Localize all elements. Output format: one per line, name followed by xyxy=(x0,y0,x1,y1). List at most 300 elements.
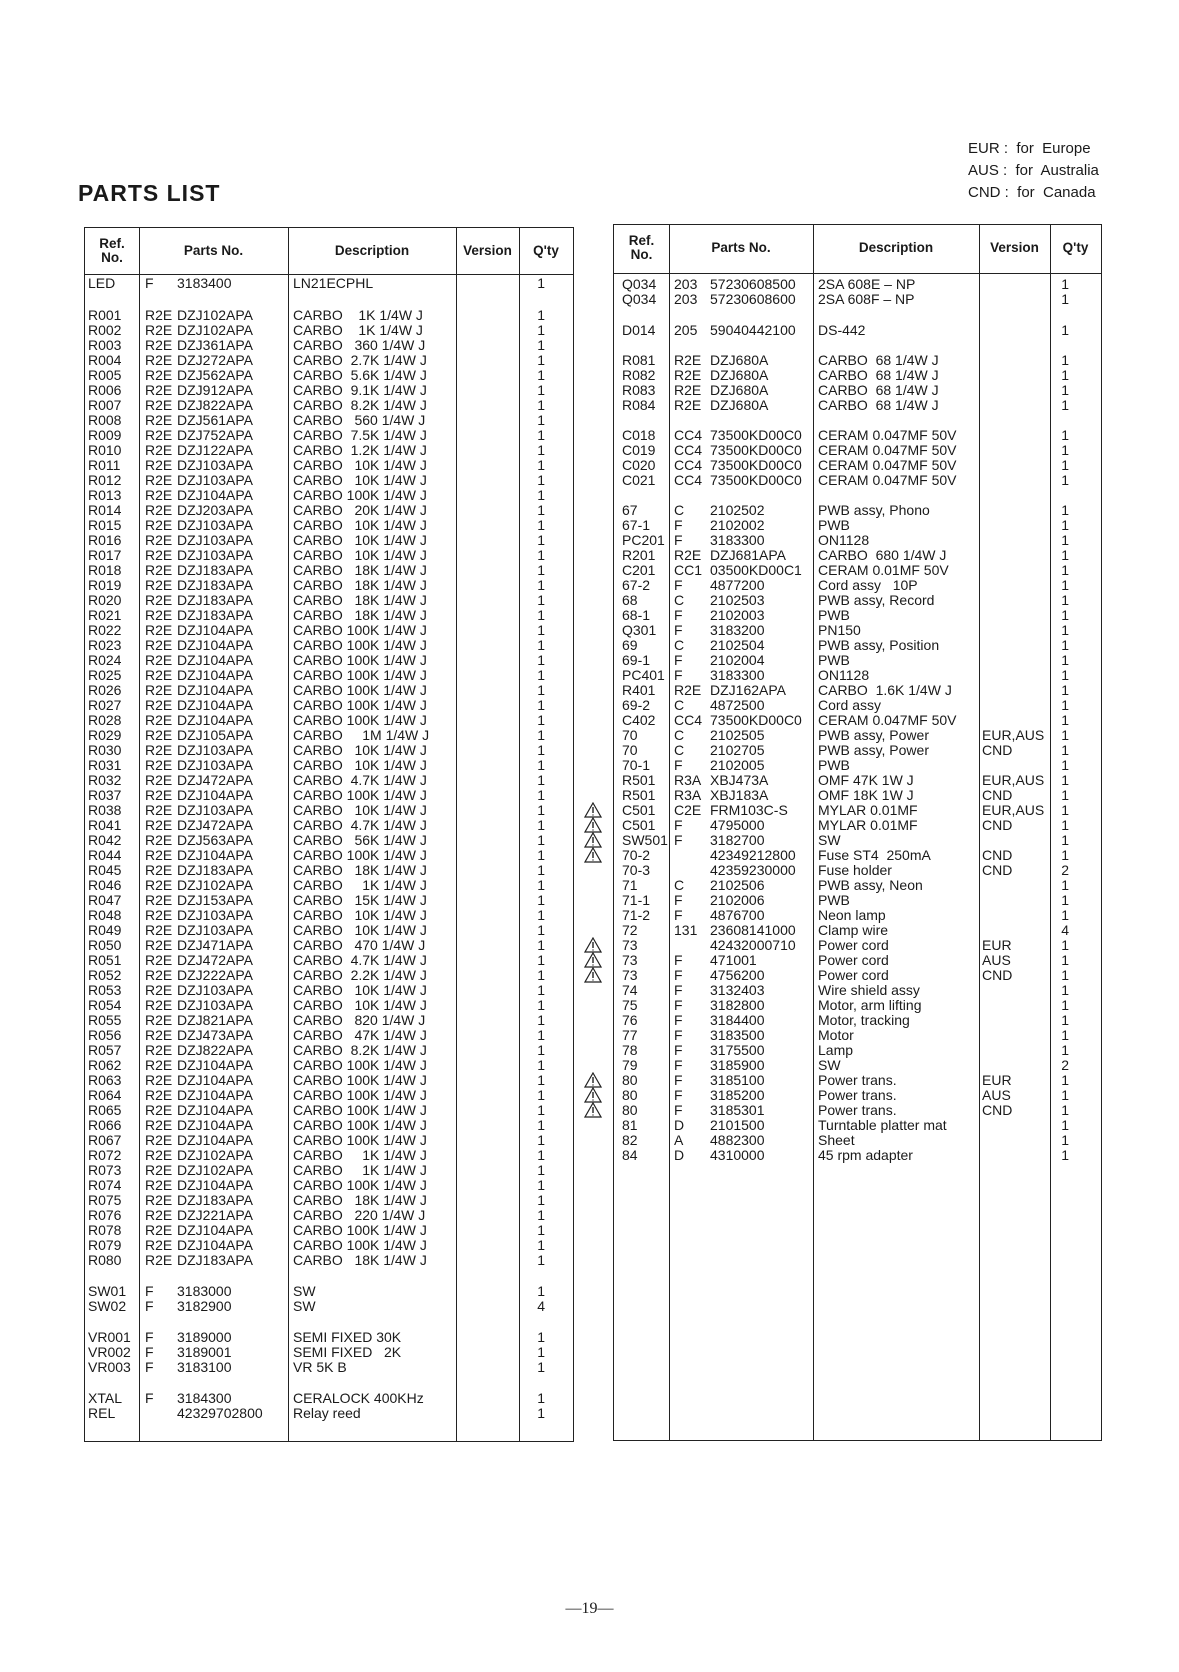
parts-prefix-cell: F xyxy=(145,1283,154,1299)
description-cell: ON1128 xyxy=(818,532,870,548)
parts-prefix-cell: R2E xyxy=(145,1177,173,1193)
parts-number-cell: DZJ104APA xyxy=(177,682,253,698)
parts-number-cell: XBJ183A xyxy=(710,787,769,803)
table-row xyxy=(85,1390,573,1406)
table-row xyxy=(85,1344,573,1360)
ref-cell: R021 xyxy=(88,607,122,623)
table-row xyxy=(614,472,1101,488)
table-row xyxy=(85,397,573,413)
description-cell: Neon lamp xyxy=(818,907,886,923)
description-cell: CARBO 2.7K 1/4W J xyxy=(293,352,427,368)
parts-number-cell: DZJ183APA xyxy=(177,1252,253,1268)
parts-number-cell: DZJ153APA xyxy=(177,892,253,908)
description-cell: CARBO 560 1/4W J xyxy=(293,412,426,428)
qty-cell: 1 xyxy=(1061,502,1069,518)
table-row xyxy=(85,637,573,653)
parts-number-cell: DZJ104APA xyxy=(177,1132,253,1148)
parts-number-cell: 3183000 xyxy=(177,1283,232,1299)
table-row xyxy=(85,697,573,713)
parts-prefix-cell: R2E xyxy=(145,667,173,683)
table-row xyxy=(85,367,573,383)
ref-cell: C201 xyxy=(622,562,656,578)
qty-cell: 1 xyxy=(537,1102,545,1118)
qty-cell: 1 xyxy=(537,1057,545,1073)
parts-number-cell: DZJ103APA xyxy=(177,742,253,758)
qty-cell: 1 xyxy=(537,1344,545,1360)
qty-cell: 1 xyxy=(537,817,545,833)
qty-cell: 1 xyxy=(1061,1012,1069,1028)
parts-number-cell: 4876700 xyxy=(710,907,765,923)
ref-cell: SW501 xyxy=(622,832,668,848)
description-cell: PWB assy, Neon xyxy=(818,877,923,893)
table-row xyxy=(85,787,573,803)
description-cell: PWB xyxy=(818,607,850,623)
table-row xyxy=(614,1027,1101,1043)
parts-number-cell: DZJ183APA xyxy=(177,562,253,578)
qty-cell: 1 xyxy=(537,1252,545,1268)
parts-number-cell: 57230608500 xyxy=(710,276,796,292)
qty-cell: 1 xyxy=(537,607,545,623)
table-row xyxy=(85,457,573,473)
parts-prefix-cell: C xyxy=(674,637,685,653)
qty-cell: 1 xyxy=(537,997,545,1013)
table-row xyxy=(85,472,573,488)
qty-cell: 1 xyxy=(537,412,545,428)
description-cell: CARBO 10K 1/4W J xyxy=(293,517,427,533)
description-cell: CARBO 5.6K 1/4W J xyxy=(293,367,427,383)
safety-warning-icon xyxy=(584,967,602,983)
description-cell: CARBO 100K 1/4W J xyxy=(293,1132,427,1148)
description-cell: CARBO 100K 1/4W J xyxy=(293,1237,427,1253)
ref-cell: R079 xyxy=(88,1237,122,1253)
qty-cell: 1 xyxy=(537,967,545,983)
qty-cell: 1 xyxy=(537,1283,545,1299)
ref-cell: R052 xyxy=(88,967,122,983)
qty-cell: 1 xyxy=(537,862,545,878)
ref-cell: R038 xyxy=(88,802,122,818)
parts-prefix-cell: R2E xyxy=(145,832,173,848)
parts-number-cell: DZJ221APA xyxy=(177,1207,253,1223)
description-cell: SW xyxy=(293,1298,316,1314)
parts-prefix-cell: R2E xyxy=(145,787,173,803)
qty-cell: 1 xyxy=(1061,1087,1069,1103)
table-row xyxy=(85,772,573,788)
ref-cell: R020 xyxy=(88,592,122,608)
table-row xyxy=(85,1207,573,1223)
qty-cell: 1 xyxy=(1061,847,1069,863)
table-row xyxy=(85,727,573,743)
parts-prefix-cell: R2E xyxy=(145,382,173,398)
ref-cell: 69-2 xyxy=(622,697,651,713)
parts-number-cell: DZJ122APA xyxy=(177,442,253,458)
qty-cell: 1 xyxy=(537,1359,545,1375)
parts-number-cell: DZJ104APA xyxy=(177,652,253,668)
parts-number-cell: DZJ102APA xyxy=(177,1147,253,1163)
parts-number-cell: DZJ104APA xyxy=(177,1237,253,1253)
description-cell: PWB assy, Power xyxy=(818,742,929,758)
parts-prefix-cell: R2E xyxy=(145,457,173,473)
table-row xyxy=(614,742,1101,758)
description-cell: CARBO 100K 1/4W J xyxy=(293,697,427,713)
qty-cell: 1 xyxy=(1061,427,1069,443)
parts-number-cell: 3185100 xyxy=(710,1072,765,1088)
parts-prefix-cell: F xyxy=(674,1057,683,1073)
parts-number-cell: 4310000 xyxy=(710,1147,765,1163)
table-row xyxy=(85,1057,573,1073)
qty-cell: 1 xyxy=(1061,727,1069,743)
parts-prefix-cell: R2E xyxy=(145,472,173,488)
parts-number-cell: DZJ222APA xyxy=(177,967,253,983)
parts-prefix-cell: R2E xyxy=(145,592,173,608)
qty-cell: 1 xyxy=(537,1072,545,1088)
version-cell: EUR,AUS xyxy=(982,802,1045,818)
ref-cell: 76 xyxy=(622,1012,638,1028)
qty-cell: 1 xyxy=(1061,817,1069,833)
ref-cell: Q301 xyxy=(622,622,657,638)
parts-prefix-cell: R2E xyxy=(145,622,173,638)
parts-prefix-cell: R2E xyxy=(145,907,173,923)
table-row xyxy=(614,547,1101,563)
table-row xyxy=(85,1012,573,1028)
ref-cell: 80 xyxy=(622,1102,638,1118)
qty-cell: 1 xyxy=(537,1192,545,1208)
parts-prefix-cell: R2E xyxy=(674,547,702,563)
ref-cell: R047 xyxy=(88,892,122,908)
parts-number-cell: DZJ680A xyxy=(710,397,769,413)
parts-prefix-cell: R2E xyxy=(145,1102,173,1118)
table-row xyxy=(85,862,573,878)
table-row xyxy=(614,1087,1101,1103)
qty-cell: 1 xyxy=(1061,1102,1069,1118)
qty-cell: 1 xyxy=(1061,1117,1069,1133)
parts-number-cell: DZJ183APA xyxy=(177,1192,253,1208)
ref-cell: R032 xyxy=(88,772,122,788)
parts-number-cell: 4882300 xyxy=(710,1132,765,1148)
description-cell: CARBO 100K 1/4W J xyxy=(293,1117,427,1133)
ref-cell: 80 xyxy=(622,1072,638,1088)
qty-cell: 1 xyxy=(1061,382,1069,398)
parts-prefix-cell: R2E xyxy=(145,727,173,743)
ref-cell: R075 xyxy=(88,1192,122,1208)
description-cell: CARBO 8.2K 1/4W J xyxy=(293,397,427,413)
ref-cell: R067 xyxy=(88,1132,122,1148)
ref-cell: R010 xyxy=(88,442,122,458)
ref-cell: R037 xyxy=(88,787,122,803)
parts-table-right xyxy=(613,224,1102,1441)
ref-cell: LED xyxy=(88,275,116,291)
description-cell: SEMI FIXED 30K xyxy=(293,1329,402,1345)
table-row xyxy=(85,1072,573,1088)
parts-prefix-cell: R2E xyxy=(145,757,173,773)
description-cell: CARBO 10K 1/4W J xyxy=(293,457,427,473)
parts-number-cell: DZJ680A xyxy=(710,367,769,383)
qty-cell: 1 xyxy=(537,1177,545,1193)
qty-cell: 1 xyxy=(537,757,545,773)
qty-cell: 1 xyxy=(537,457,545,473)
ref-cell: 68 xyxy=(622,592,638,608)
parts-number-cell: DZJ104APA xyxy=(177,637,253,653)
safety-warning-icon xyxy=(584,937,602,953)
description-cell: PWB assy, Position xyxy=(818,637,940,653)
qty-cell: 1 xyxy=(537,1207,545,1223)
ref-cell: 67-1 xyxy=(622,517,651,533)
ref-cell: C501 xyxy=(622,817,656,833)
description-cell: CERAM 0.047MF 50V xyxy=(818,472,957,488)
parts-number-cell: 3185301 xyxy=(710,1102,765,1118)
parts-number-cell: DZJ104APA xyxy=(177,1087,253,1103)
parts-number-cell: DZJ183APA xyxy=(177,577,253,593)
description-cell: SW xyxy=(818,1057,841,1073)
table-row xyxy=(614,442,1101,458)
ref-cell: R055 xyxy=(88,1012,122,1028)
parts-prefix-cell: F xyxy=(145,1359,154,1375)
ref-cell: R042 xyxy=(88,832,122,848)
description-cell: CARBO 820 1/4W J xyxy=(293,1012,426,1028)
ref-cell: R062 xyxy=(88,1057,122,1073)
table-row xyxy=(85,1237,573,1253)
table-row xyxy=(85,1192,573,1208)
parts-prefix-cell: F xyxy=(674,832,683,848)
parts-number-cell: 3183400 xyxy=(177,275,232,291)
table-row xyxy=(85,832,573,848)
parts-prefix-cell: R2E xyxy=(145,742,173,758)
description-cell: Sheet xyxy=(818,1132,855,1148)
table-row xyxy=(614,1132,1101,1148)
description-cell: Cord assy xyxy=(818,697,882,713)
parts-number-cell: 73500KD00C0 xyxy=(710,457,802,473)
version-cell: CND xyxy=(982,862,1013,878)
ref-cell: 73 xyxy=(622,952,638,968)
parts-number-cell: DZJ183APA xyxy=(177,607,253,623)
ref-cell: R044 xyxy=(88,847,122,863)
ref-cell: 73 xyxy=(622,967,638,983)
table-row xyxy=(614,847,1101,863)
qty-cell: 1 xyxy=(537,1012,545,1028)
table-row xyxy=(614,997,1101,1013)
ref-cell: R401 xyxy=(622,682,656,698)
ref-cell: R023 xyxy=(88,637,122,653)
parts-prefix-cell: R2E xyxy=(674,682,702,698)
table-row xyxy=(85,442,573,458)
description-cell: OMF 47K 1W J xyxy=(818,772,914,788)
table-row xyxy=(614,682,1101,698)
qty-cell: 1 xyxy=(537,275,545,291)
table-row xyxy=(614,457,1101,473)
parts-prefix-cell: F xyxy=(674,607,683,623)
description-cell: CARBO 680 1/4W J xyxy=(818,547,947,563)
parts-prefix-cell: R2E xyxy=(145,442,173,458)
description-cell: Power trans. xyxy=(818,1102,897,1118)
ref-cell: R084 xyxy=(622,397,656,413)
parts-prefix-cell: R2E xyxy=(145,1027,173,1043)
parts-prefix-cell: R2E xyxy=(145,502,173,518)
description-cell: CARBO 100K 1/4W J xyxy=(293,787,427,803)
parts-number-cell: DZJ103APA xyxy=(177,517,253,533)
table-row xyxy=(85,275,573,291)
table-row xyxy=(614,832,1101,848)
parts-prefix-cell: F xyxy=(674,967,683,983)
parts-prefix-cell: R2E xyxy=(145,487,173,503)
description-cell: CARBO 10K 1/4W J xyxy=(293,547,427,563)
ref-cell: R072 xyxy=(88,1147,122,1163)
qty-cell: 1 xyxy=(537,712,545,728)
parts-number-cell: 4795000 xyxy=(710,817,765,833)
description-cell: 2SA 608E – NP xyxy=(818,276,916,292)
parts-number-cell: DZJ102APA xyxy=(177,322,253,338)
description-cell: CARBO 68 1/4W J xyxy=(818,382,939,398)
parts-number-cell: 3183500 xyxy=(710,1027,765,1043)
qty-cell: 1 xyxy=(537,307,545,323)
parts-number-cell: 73500KD00C0 xyxy=(710,427,802,443)
header-parts-no: Parts No. xyxy=(183,243,244,258)
ref-cell: R080 xyxy=(88,1252,122,1268)
qty-cell: 1 xyxy=(537,682,545,698)
parts-prefix-cell: F xyxy=(674,667,683,683)
table-row xyxy=(85,907,573,923)
description-cell: Turntable platter mat xyxy=(818,1117,947,1133)
qty-cell: 1 xyxy=(1061,802,1069,818)
ref-cell: SW02 xyxy=(88,1298,127,1314)
description-cell: Lamp xyxy=(818,1042,854,1058)
ref-cell: R074 xyxy=(88,1177,122,1193)
parts-prefix-cell: R2E xyxy=(145,712,173,728)
description-cell: CARBO 100K 1/4W J xyxy=(293,622,427,638)
ref-cell: 69-1 xyxy=(622,652,651,668)
parts-number-cell: 73500KD00C0 xyxy=(710,712,802,728)
parts-table-left xyxy=(84,227,574,1442)
ref-cell: R056 xyxy=(88,1027,122,1043)
ref-cell: Q034 xyxy=(622,291,657,307)
version-cell: CND xyxy=(982,1102,1013,1118)
description-cell: CARBO 100K 1/4W J xyxy=(293,487,427,503)
ref-cell: R201 xyxy=(622,547,656,563)
description-cell: CARBO 10K 1/4W J xyxy=(293,982,427,998)
qty-cell: 1 xyxy=(537,442,545,458)
parts-prefix-cell: F xyxy=(674,622,683,638)
ref-cell: 68-1 xyxy=(622,607,651,623)
description-cell: CARBO 1K 1/4W J xyxy=(293,1162,427,1178)
parts-prefix-cell: R2E xyxy=(145,1222,173,1238)
table-row xyxy=(614,637,1101,653)
qty-cell: 1 xyxy=(537,847,545,863)
parts-number-cell: 3182700 xyxy=(710,832,765,848)
qty-cell: 1 xyxy=(1061,967,1069,983)
table-row xyxy=(614,562,1101,578)
parts-prefix-cell: F xyxy=(674,1012,683,1028)
parts-number-cell: DZJ162APA xyxy=(710,682,786,698)
parts-prefix-cell: R2E xyxy=(145,532,173,548)
table-row xyxy=(85,352,573,368)
parts-prefix-cell: 205 xyxy=(674,322,698,338)
parts-number-cell: DZJ104APA xyxy=(177,1102,253,1118)
qty-cell: 1 xyxy=(537,787,545,803)
ref-cell: R008 xyxy=(88,412,122,428)
ref-cell: R049 xyxy=(88,922,122,938)
qty-cell: 1 xyxy=(1061,592,1069,608)
qty-cell: 1 xyxy=(537,577,545,593)
parts-prefix-cell: F xyxy=(145,275,154,291)
qty-cell: 1 xyxy=(537,802,545,818)
ref-cell: R003 xyxy=(88,337,122,353)
safety-warning-icon xyxy=(584,832,602,848)
parts-number-cell: 2102506 xyxy=(710,877,765,893)
qty-cell: 1 xyxy=(1061,892,1069,908)
qty-cell: 1 xyxy=(537,472,545,488)
qty-cell: 1 xyxy=(1061,291,1069,307)
table-row xyxy=(85,1298,573,1314)
table-row xyxy=(85,877,573,893)
qty-cell: 1 xyxy=(537,832,545,848)
parts-number-cell: DZJ472APA xyxy=(177,817,253,833)
parts-prefix-cell: CC4 xyxy=(674,712,703,728)
parts-prefix-cell: R2E xyxy=(145,862,173,878)
parts-number-cell: DZJ272APA xyxy=(177,352,253,368)
version-cell: EUR xyxy=(982,937,1012,953)
safety-warning-icon xyxy=(584,1102,602,1118)
ref-cell: VR003 xyxy=(88,1359,131,1375)
table-row xyxy=(85,712,573,728)
parts-prefix-cell: 131 xyxy=(674,922,698,938)
table-row xyxy=(614,427,1101,443)
table-row xyxy=(85,952,573,968)
description-cell: CARBO 10K 1/4W J xyxy=(293,742,427,758)
table-row xyxy=(614,817,1101,833)
ref-cell: R025 xyxy=(88,667,122,683)
parts-prefix-cell: F xyxy=(674,952,683,968)
ref-cell: R030 xyxy=(88,742,122,758)
table-row xyxy=(614,1042,1101,1058)
parts-prefix-cell: R2E xyxy=(145,427,173,443)
description-cell: CERAM 0.047MF 50V xyxy=(818,442,957,458)
ref-cell: R002 xyxy=(88,322,122,338)
ref-cell: Q034 xyxy=(622,276,657,292)
qty-cell: 1 xyxy=(537,652,545,668)
parts-number-cell: DZJ680A xyxy=(710,352,769,368)
ref-cell: R076 xyxy=(88,1207,122,1223)
table-row xyxy=(85,1027,573,1043)
parts-prefix-cell: CC4 xyxy=(674,442,703,458)
table-row xyxy=(85,1283,573,1299)
table-row xyxy=(85,652,573,668)
description-cell: ON1128 xyxy=(818,667,870,683)
description-cell: 45 rpm adapter xyxy=(818,1147,913,1163)
qty-cell: 1 xyxy=(537,382,545,398)
parts-prefix-cell: D xyxy=(674,1117,685,1133)
description-cell: CARBO 100K 1/4W J xyxy=(293,1177,427,1193)
description-cell: CARBO 4.7K 1/4W J xyxy=(293,817,427,833)
qty-cell: 1 xyxy=(1061,442,1069,458)
parts-prefix-cell: D xyxy=(674,1147,685,1163)
description-cell: CARBO 220 1/4W J xyxy=(293,1207,426,1223)
parts-prefix-cell: R2E xyxy=(145,322,173,338)
ref-cell: R083 xyxy=(622,382,656,398)
qty-cell: 1 xyxy=(1061,397,1069,413)
ref-cell: C018 xyxy=(622,427,656,443)
description-cell: CARBO 2.2K 1/4W J xyxy=(293,967,427,983)
parts-prefix-cell: C xyxy=(674,502,685,518)
ref-cell: R012 xyxy=(88,472,122,488)
table-row xyxy=(614,577,1101,593)
safety-warning-icon xyxy=(584,952,602,968)
table-row xyxy=(85,1252,573,1268)
description-cell: SW xyxy=(818,832,841,848)
description-cell: CARBO 9.1K 1/4W J xyxy=(293,382,427,398)
description-cell: OMF 18K 1W J xyxy=(818,787,914,803)
ref-cell: C501 xyxy=(622,802,656,818)
qty-cell: 1 xyxy=(537,1329,545,1345)
description-cell: CARBO 100K 1/4W J xyxy=(293,682,427,698)
description-cell: CARBO 18K 1/4W J xyxy=(293,577,427,593)
